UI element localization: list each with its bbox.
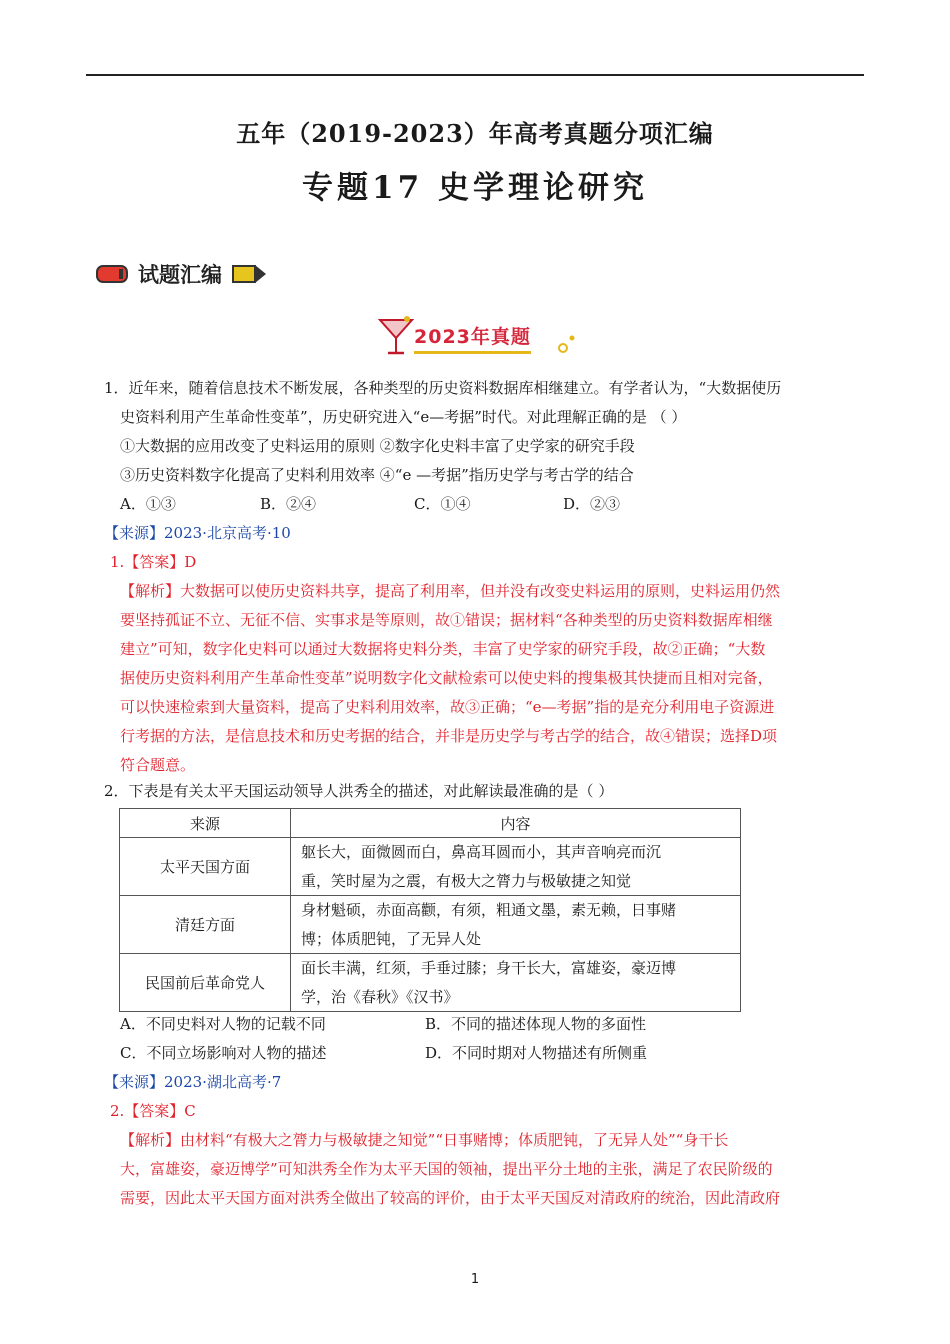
q2-table	[119, 808, 741, 1012]
header-rule	[86, 74, 864, 76]
bubbles-icon	[556, 330, 580, 356]
q2-option-c: C．不同立场影响对人物的描述	[120, 1044, 327, 1062]
q1-option-d: D．②③	[563, 495, 621, 513]
content-line: 博；体质肥钝，了无异人处	[301, 929, 482, 948]
q1-option-b: B．②④	[260, 495, 317, 513]
q2-source: 【来源】2023·湖北高考·7	[104, 1073, 282, 1091]
table-header-content: 内容	[291, 809, 741, 838]
pill-icon	[96, 265, 128, 283]
series-title: 五年（2019-2023）年高考真题分项汇编	[236, 119, 714, 148]
q1-statements-line1: ①大数据的应用改变了史料运用的原则 ②数字化史料丰富了史学家的研究手段	[120, 437, 635, 455]
q2-answer: 2.【答案】C	[110, 1102, 196, 1120]
q1-statements-line2: ③历史资料数字化提高了史料利用效率 ④“e —考据”指历史学与考古学的结合	[120, 466, 634, 484]
table-cell-source: 清廷方面	[120, 896, 291, 954]
table-row	[120, 954, 741, 1012]
q1-answer: 1.【答案】D	[110, 553, 197, 571]
year-badge-text: 2023年真题	[414, 322, 531, 354]
table-row	[120, 838, 741, 896]
q2-analysis-line: 大，富雄姿，豪迈博学”可知洪秀全作为太平天国的领袖，提出平分土地的主张，满足了农民阶级的	[120, 1160, 773, 1178]
table-cell-source: 民国前后革命党人	[120, 954, 291, 1012]
q1-analysis-line: 行考据的方法，是信息技术和历史考据的结合，并非是历史学与考古学的结合，故④错误；选择D项	[120, 727, 778, 745]
q1-source: 【来源】2023·北京高考·10	[104, 524, 291, 542]
table-cell-content	[291, 954, 741, 1012]
pencil-icon	[232, 265, 256, 283]
table-header-row	[120, 809, 741, 838]
table-cell-source: 太平天国方面	[120, 838, 291, 896]
topic-title: 专题17 史学理论研究	[302, 170, 648, 206]
content-line: 重，笑时屋为之震，有极大之膂力与极敏捷之知觉	[301, 871, 632, 890]
cocktail-icon	[378, 314, 414, 358]
q1-option-a: A．①③	[120, 495, 176, 513]
content-line: 躯长大，面微圆而白，鼻高耳圆而小，其声音响亮而沉	[301, 843, 662, 861]
table-header-source: 来源	[120, 809, 291, 838]
q1-stem-line2: 史资料利用产生革命性变革”，历史研究进入“e—考据”时代。对此理解正确的是 （ ）	[120, 408, 687, 426]
q1-analysis-line: 建立”可知，数字化史料可以通过大数据将史料分类，丰富了史学家的研究手段，故②正确；“大数	[120, 640, 766, 658]
content-line: 面长丰满，红须，手垂过膝；身干长大，富雄姿，豪迈博	[301, 959, 677, 977]
q2-analysis-line: 【解析】由材料“有极大之膂力与极敏捷之知觉”“日事赌博；体质肥钝，了无异人处”“身干长	[120, 1131, 729, 1149]
q2-stem: 2．下表是有关太平天国运动领导人洪秀全的描述，对此解读最准确的是（ ）	[104, 782, 614, 800]
q1-analysis-line: 符合题意。	[120, 756, 196, 774]
q1-option-c: C．①④	[414, 495, 471, 513]
q1-analysis-line: 【解析】大数据可以使历史资料共享，提高了利用率，但并没有改变史料运用的原则，史料运用仍然	[120, 582, 781, 600]
content-line: 学，治《春秋》《汉书》	[301, 987, 459, 1006]
q1-stem-line1: 1．近年来，随着信息技术不断发展，各种类型的历史资料数据库相继建立。有学者认为，“大数据使历	[104, 379, 782, 397]
q2-analysis-line: 需要，因此太平天国方面对洪秀全做出了较高的评价，由于太平天国反对清政府的统治，因此清政府	[120, 1189, 781, 1207]
year-badge	[378, 310, 578, 358]
section-label: 试题汇编	[138, 263, 222, 287]
table-cell-content	[291, 838, 741, 896]
content-line: 身材魁硕，赤面高颧，有须，粗通文墨，素无赖，日事赌	[301, 901, 677, 919]
table-row	[120, 896, 741, 954]
page-number: 1	[470, 1272, 480, 1287]
q2-option-b: B．不同的描述体现人物的多面性	[425, 1015, 647, 1033]
q1-analysis-line: 要坚持孤证不立、无征不信、实事求是等原则，故①错误；据材料“各种类型的历史资料数据库相继	[120, 611, 773, 629]
q2-option-a: A．不同史料对人物的记载不同	[120, 1015, 326, 1033]
section-tag	[96, 260, 256, 288]
table-cell-content	[291, 896, 741, 954]
q2-option-d: D．不同时期对人物描述有所侧重	[425, 1044, 648, 1062]
q1-analysis-line: 据使历史资料利用产生革命性变革”说明数字化文献检索可以使史料的搜集极其快捷而且相对完备，	[120, 669, 773, 687]
q1-analysis-line: 可以快速检索到大量资料，提高了史料利用效率，故③正确；“e—考据”指的是充分利用电子资源进	[120, 698, 775, 716]
